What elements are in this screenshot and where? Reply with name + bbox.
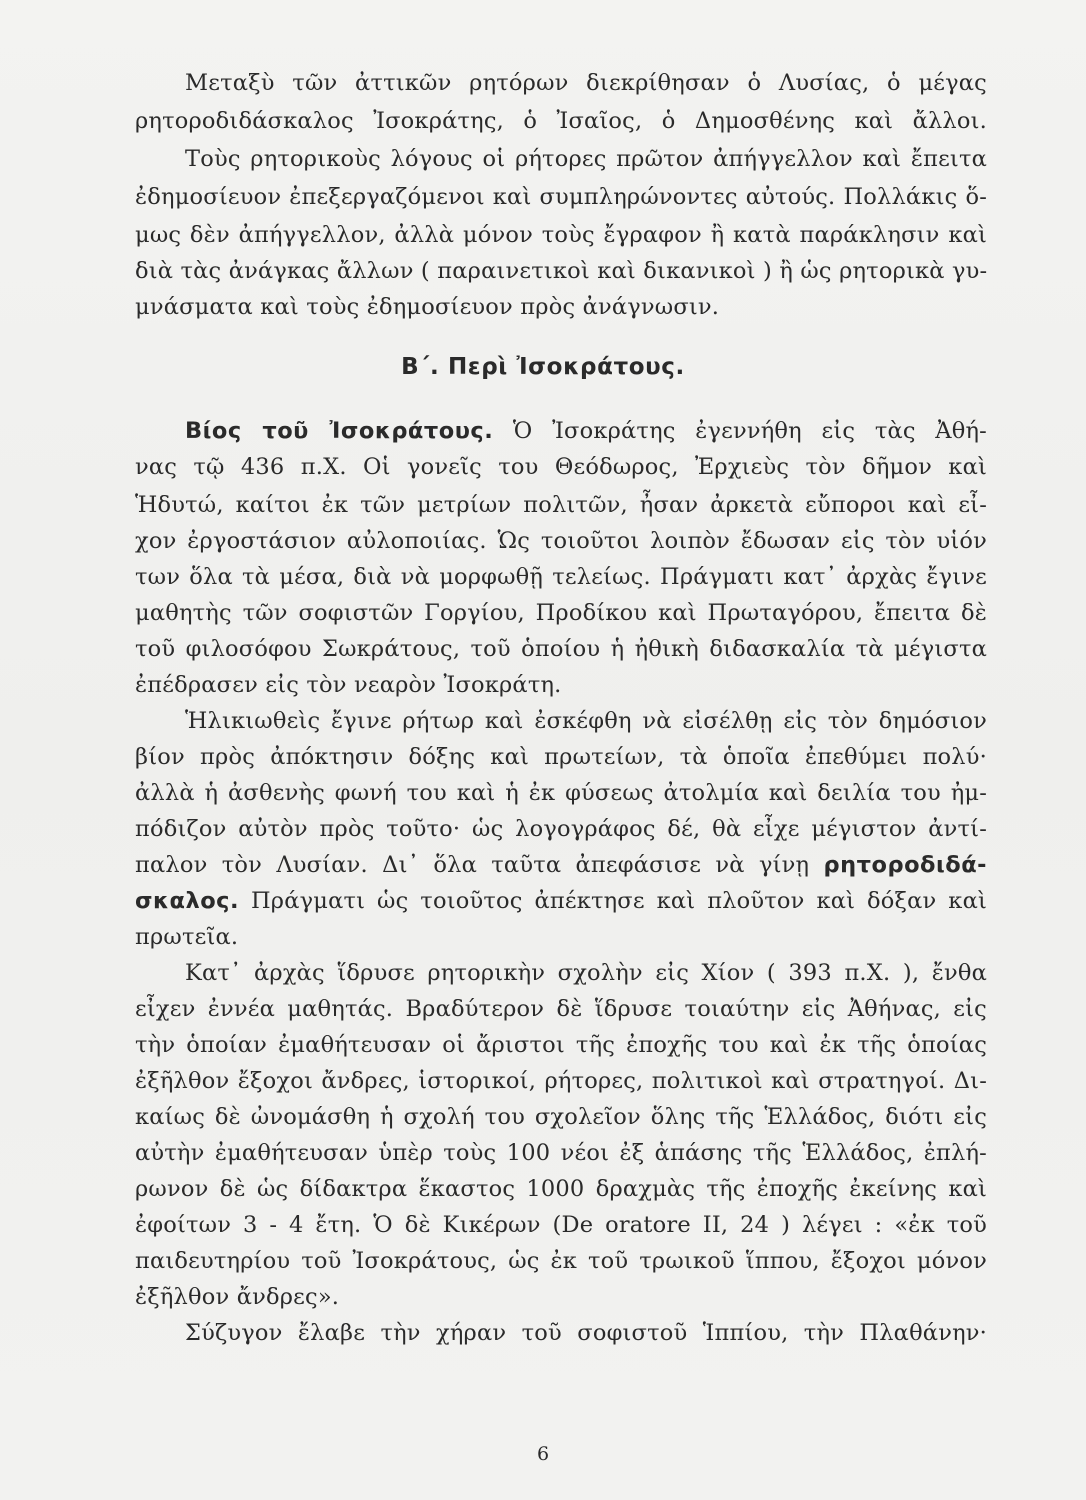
p3-line-6: αὐτὴν ἐμαθήτευσαν ὑπὲρ τοὺς 100 νέοι ἐξ ἁπάσης τῆς Ἑλλάδος, ἐπλή- [135,1140,987,1166]
p3-line-4: ἐξῆλθον ἔξοχοι ἄνδρες, ἱστορικοί, ρήτορες, πολιτικοὶ καὶ στρατηγοί. Δι- [135,1068,987,1094]
bios-title: Βίος τοῦ Ἰσοκράτους. [185,418,494,444]
intro-line-6: διὰ τὰς ἀνάγκας ἄλλων ( παραινετικοὶ καὶ δικανικοὶ ) ἢ ὡς ρητορικὰ γυ- [135,258,988,284]
p3-line-9: παιδευτηρίου τοῦ Ἰσοκράτους, ὡς ἐκ τοῦ τρωικοῦ ἵππου, ἔξοχοι μόνον [135,1248,987,1274]
p2-line-5-text: παλον τὸν Λυσίαν. Δι᾽ ὅλα ταῦτα ἀπεφάσισε νὰ γίνῃ [135,852,824,878]
bios-line-3: Ἡδυτώ, καίτοι ἐκ τῶν μετρίων πολιτῶν, ἦσαν ἀρκετὰ εὔποροι καὶ εἶ- [135,492,987,518]
p2-line-3: ἀλλὰ ἡ ἀσθενὴς φωνή του καὶ ἡ ἐκ φύσεως ἀτολμία καὶ δειλία του ἠμ- [135,780,987,806]
bios-line-1 [185,416,987,446]
p3-line-2: εἶχεν ἐννέα μαθητάς. Βραδύτερον δὲ ἵδρυσε τοιαύτην εἰς Ἀθήνας, εἰς [135,996,987,1022]
p3-line-1: Κατ᾽ ἀρχὰς ἵδρυσε ρητορικὴν σχολὴν εἰς Χίον ( 393 π.Χ. ), ἔνθα [185,960,987,986]
bios-line-2: νας τῷ 436 π.Χ. Οἱ γονεῖς του Θεόδωρος, Ἐρχιεὺς τὸν δῆμον καὶ [135,454,987,480]
page-number: 6 [536,1443,550,1465]
bios-line-8: ἐπέδρασεν εἰς τὸν νεαρὸν Ἰσοκράτη. [135,672,562,698]
p2-line-1: Ἡλικιωθεὶς ἔγινε ρήτωρ καὶ ἐσκέφθη νὰ εἰσέλθῃ εἰς τὸν δημόσιον [185,708,987,734]
p2-line-2: βίον πρὸς ἀπόκτησιν δόξης καὶ πρωτείων, τὰ ὁποῖα ἐπεθύμει πολύ· [135,744,987,770]
p2-line-7: πρωτεῖα. [135,924,239,950]
intro-line-3: Τοὺς ρητορικοὺς λόγους οἱ ρήτορες πρῶτον ἀπήγγελλον καὶ ἔπειτα [185,146,987,172]
bios-line-5: των ὅλα τὰ μέσα, διὰ νὰ μορφωθῇ τελείως. Πράγματι κατ᾽ ἀρχὰς ἔγινε [135,564,987,590]
intro-line-7: μνάσματα καὶ τοὺς ἐδημοσίευον πρὸς ἀνάγνωσιν. [135,294,720,320]
bios-line-1-rest: Ὁ Ἰσοκράτης ἐγεννήθη εἰς τὰς Ἀθή- [493,418,987,444]
bios-line-6: μαθητὴς τῶν σοφιστῶν Γοργίου, Προδίκου καὶ Πρωταγόρου, ἔπειτα δὲ [135,600,987,626]
p2-line-6-text: Πράγματι ὡς τοιοῦτος ἀπέκτησε καὶ πλοῦτον καὶ δόξαν καὶ [239,888,987,914]
p3-line-5: καίως δὲ ὠνομάσθη ἡ σχολή του σχολεῖον ὅλης τῆς Ἑλλάδος, διότι εἰς [135,1104,987,1130]
p2-line-5 [135,850,987,880]
p3-line-10: ἐξῆλθον ἄνδρες». [135,1284,340,1310]
p3-line-3: τὴν ὁποίαν ἐμαθήτευσαν οἱ ἄριστοι τῆς ἐποχῆς του καὶ ἐκ τῆς ὁποίας [135,1032,987,1058]
p2-line-6-bold: σκαλος. [135,888,240,914]
intro-line-1: Μεταξὺ τῶν ἀττικῶν ρητόρων διεκρίθησαν ὁ Λυσίας, ὁ μέγας [185,70,987,96]
intro-line-2: ρητοροδιδάσκαλος Ἰσοκράτης, ὁ Ἰσαῖος, ὁ Δημοσθένης καὶ ἄλλοι. [135,108,987,134]
intro-line-4: ἐδημοσίευον ἐπεξεργαζόμενοι καὶ συμπληρώνοντες αὐτούς. Πολλάκις ὅ- [135,184,987,210]
p4-line-1: Σύζυγον ἔλαβε τὴν χήραν τοῦ σοφιστοῦ Ἱππίου, τὴν Πλαθάνην· [185,1320,987,1346]
p3-line-7: ρωνον δὲ ὡς δίδακτρα ἕκαστος 1000 δραχμὰς τῆς ἐποχῆς ἐκείνης καὶ [135,1176,987,1202]
bios-line-7: τοῦ φιλοσόφου Σωκράτους, τοῦ ὁποίου ἡ ἠθικὴ διδασκαλία τὰ μέγιστα [135,636,987,662]
p2-line-6 [135,886,987,916]
intro-line-5: μως δὲν ἀπήγγελλον, ἀλλὰ μόνον τοὺς ἔγραφον ἢ κατὰ παράκλησιν καὶ [135,222,987,248]
p2-line-5-bold: ρητοροδιδά- [823,852,987,878]
section-heading: Β΄. Περὶ Ἰσοκράτους. [401,354,685,380]
p2-line-4: πόδιζον αὐτὸν πρὸς τοῦτο· ὡς λογογράφος δέ, θὰ εἶχε μέγιστον ἀντί- [135,816,987,842]
p3-line-8: ἐφοίτων 3 - 4 ἔτη. Ὁ δὲ Κικέρων (De oratore II, 24 ) λέγει : «ἐκ τοῦ [135,1212,987,1238]
bios-line-4: χον ἐργοστάσιον αὐλοποιίας. Ὡς τοιοῦτοι λοιπὸν ἔδωσαν εἰς τὸν υἱόν [135,528,987,554]
